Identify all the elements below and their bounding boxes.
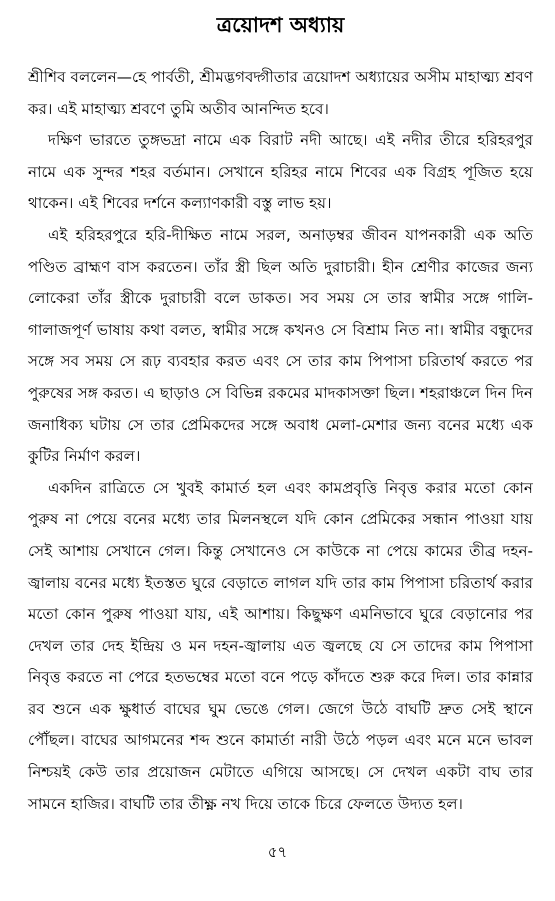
chapter-title: ত্রয়োদশ অধ্যায় — [216, 13, 345, 37]
page-number: ৫৭ — [267, 843, 288, 861]
paragraph: শ্রীশিব বললেন—হে পার্বতী, শ্রীমদ্ভগবদ্গীতার ত্রয়োদশ অধ্যায়ের অসীম মাহাত্ম্য শ্রবণ কর। এই মাহাত্ম্য শ্রবণে তুমি অতীব আনন্দিত হবে। — [28, 68, 533, 118]
paragraph: দক্ষিণ ভারতে তুঙ্গভদ্রা নামে এক বিরাট নদী আছে। এই নদীর তীরে হরিহরপুর নামে এক সুন্দর শহর বর্তমান। সেখানে হরিহর নামে শিবের এক বিগ্রহ পূজিত হয়ে থাকেন। এই শিবের দর্শনে কল্যাণকারী বস্তু লাভ হয়। — [28, 131, 533, 213]
paragraph: এই হরিহরপুরে হরি-দীক্ষিত নামে সরল, অনাড়ম্বর জীবন যাপনকারী এক অতি পণ্ডিত ব্রাহ্মণ বাস করতেন। তাঁর স্ত্রী ছিল অতি দুরাচারী। হীন শ্রেণীর কাজের জন্য লোকেরা তাঁর স্ত্রীকে দুরাচারী বলে ডাকত। সব সময় সে তার স্বামীর সঙ্গে গালি-গালাজপূর্ণ ভাষায় কথা বলত, স্বামীর সঙ্গে কখনও সে বিশ্রাম নিত না। স্বামীর বন্ধুদের সঙ্গে সব সময় সে রূঢ় ব্যবহার করত এবং সে তার কাম পিপাসা চরিতার্থ করতে পর পুরুষের সঙ্গ করত। এ ছাড়াও সে বিভিন্ন রকমের মাদকাসক্তা ছিল। শহরাঞ্চলে দিন দিন জনাধিক্য ঘটায় সে তার প্রেমিকদের সঙ্গে অবাধ মেলা-মেশার জন্য বনের মধ্যে এক কুটির নির্মাণ করল। — [28, 225, 533, 466]
body-text — [28, 62, 533, 820]
paragraph: একদিন রাত্রিতে সে খুবই কামার্ত হল এবং কামপ্রবৃত্তি নিবৃত্ত করার মতো কোন পুরুষ না পেয়ে বনের মধ্যে তার মিলনস্থলে যদি কোন প্রেমিকের সন্ধান পাওয়া যায় সেই আশায় সেখানে গেল। কিন্তু সেখানেও সে কাউকে না পেয়ে কামের তীব্র দহন-জ্বালায় বনের মধ্যে ইতস্তত ঘুরে বেড়াতে লাগল যদি তার কাম পিপাসা চরিতার্থ করার মতো কোন পুরুষ পাওয়া যায়, এই আশায়। কিছুক্ষণ এমনিভাবে ঘুরে বেড়ানোর পর দেখল তার দেহ ইন্দ্রিয় ও মন দহন-জ্বালায় এত জ্বলছে যে সে তাদের কাম পিপাসা নিবৃত্ত করতে না পেরে হতভম্বের মতো বনে পড়ে কাঁদতে শুরু করে দিল। তার কান্নার রব শুনে এক ক্ষুধার্ত বাঘের ঘুম ভেঙে গেল। জেগে উঠে বাঘটি দ্রুত সেই স্থানে পৌঁছল। বাঘের আগমনের শব্দ শুনে কামার্তা নারী উঠে পড়ল এবং মনে মনে ভাবল নিশ্চয়ই কেউ তার প্রয়োজন মেটাতে এগিয়ে আসছে। সে দেখল একটা বাঘ তার সামনে হাজির। বাঘটি তার তীক্ষ্ণ নখ দিয়ে তাকে চিরে ফেলতে উদ্যত হল। — [28, 478, 533, 813]
